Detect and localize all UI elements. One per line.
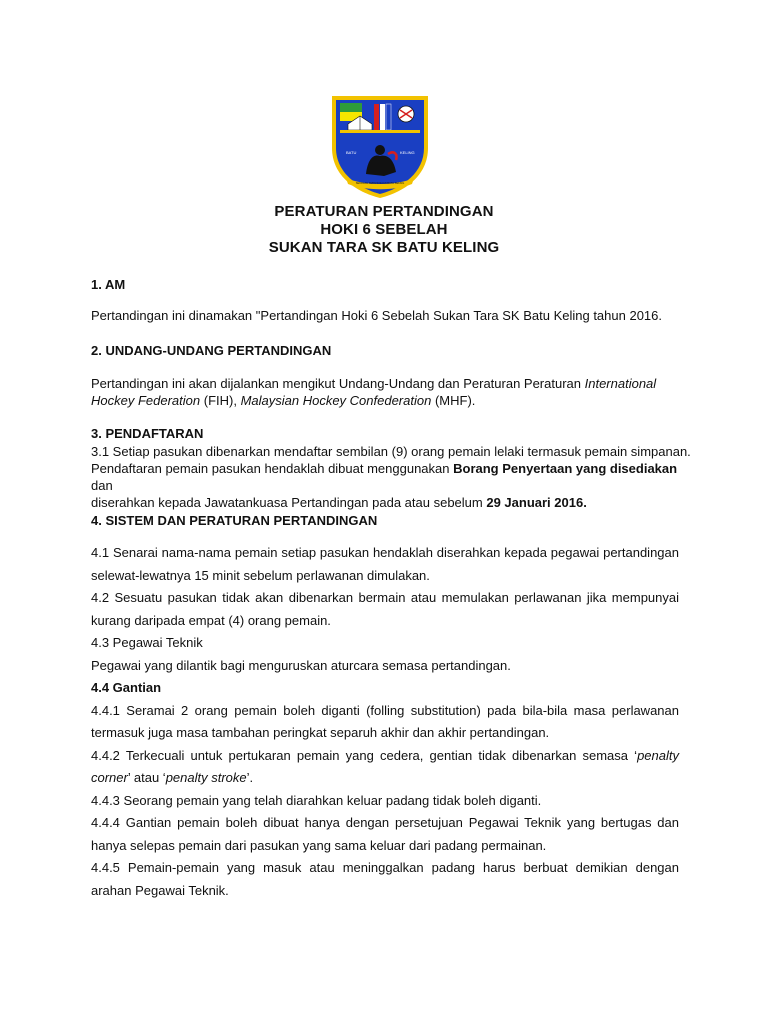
clause-4-1: 4.1 Senarai nama-nama pemain setiap pasukan hendaklah diserahkan kepada pegawai pertandingan selewat-lewatnya 15 minit sebelum perlawanan dimulakan. [91, 545, 679, 583]
clause-4-4-1: 4.4.1 Seramai 2 orang pemain boleh diganti (folling substitution) pada bila-bila masa perlawanan termasuk juga masa tambahan peringkat separuh akhir dan akhir pertandingan. [91, 702, 679, 740]
clause-4-4-4: 4.4.4 Gantian pemain boleh dibuat hanya dengan persetujuan Pegawai Teknik yang bertugas dan hanya selepas pemain dari pasukan yang sama keluar dari padang permainan. [91, 815, 679, 853]
title-line-3: SUKAN TARA SK BATU KELING [268, 239, 500, 256]
section-2-text: Pertandingan ini akan dijalankan mengikut Undang-Undang dan Peraturan Peraturan International Hockey Federation (FIH), Malaysian Hockey Confederation (MHF). [91, 376, 657, 408]
section-1-text: Pertandingan ini dinamakan "Pertandingan Hoki 6 Sebelah Sukan Tara SK Batu Keling tahun 2016. [91, 308, 662, 323]
clause-4-2: 4.2 Sesuatu pasukan tidak akan dibenarkan bermain atau memulakan perlawanan jika mempunyai kurang daripada empat (4) orang pemain. [91, 590, 679, 628]
title-line-1: PERATURAN PERTANDINGAN [274, 203, 494, 220]
clause-4-4-2: 4.4.2 Terkecuali untuk pertukaran pemain yang cedera, gentian tidak dibenarkan semasa ‘penalty corner’ atau ‘penalty stroke’. [91, 747, 679, 785]
section-1-heading: 1. AM [91, 277, 126, 292]
clause-4-4-heading: 4.4 Gantian [91, 680, 162, 695]
section-4-heading: 4. SISTEM DAN PERATURAN PERTANDINGAN [91, 513, 378, 528]
section-2-heading: 2. UNDANG-UNDANG PERTANDINGAN [91, 343, 332, 358]
crest-right-text: KELING [400, 150, 415, 155]
school-crest-logo [324, 92, 436, 200]
section-3-heading: 3. PENDAFTARAN [91, 426, 204, 441]
document-title [0, 203, 768, 257]
section-3-text: 3.1 Setiap pasukan dibenarkan mendaftar sembilan (9) orang pemain lelaki termasuk pemain simpanan. Pendaftaran pemain pasukan hendaklah dibuat menggunakan Borang Penyertaan yang disediakan dan diserahkan kepada Jawatankuasa Pertandingan pada atau sebelum 29 Januari 2016. [91, 444, 691, 510]
clause-4-4-3: 4.4.3 Seorang pemain yang telah diarahkan keluar padang tidak boleh diganti. [91, 792, 542, 808]
crest-ribbon-text: SEKOLAH KEBANGSAAN BATU KELING [355, 182, 405, 185]
clause-4-4-5: 4.4.5 Pemain-pemain yang masuk atau meninggalkan padang harus berbuat demikian dengan arahan Pegawai Teknik. [91, 860, 679, 898]
crest-left-text: BATU [346, 150, 357, 155]
title-line-2: HOKI 6 SEBELAH [320, 221, 448, 238]
section-4-body [91, 542, 679, 902]
clause-4-3-text: Pegawai yang dilantik bagi menguruskan aturcara semasa pertandingan. [91, 657, 511, 673]
clause-4-3: 4.3 Pegawai Teknik [91, 635, 203, 650]
